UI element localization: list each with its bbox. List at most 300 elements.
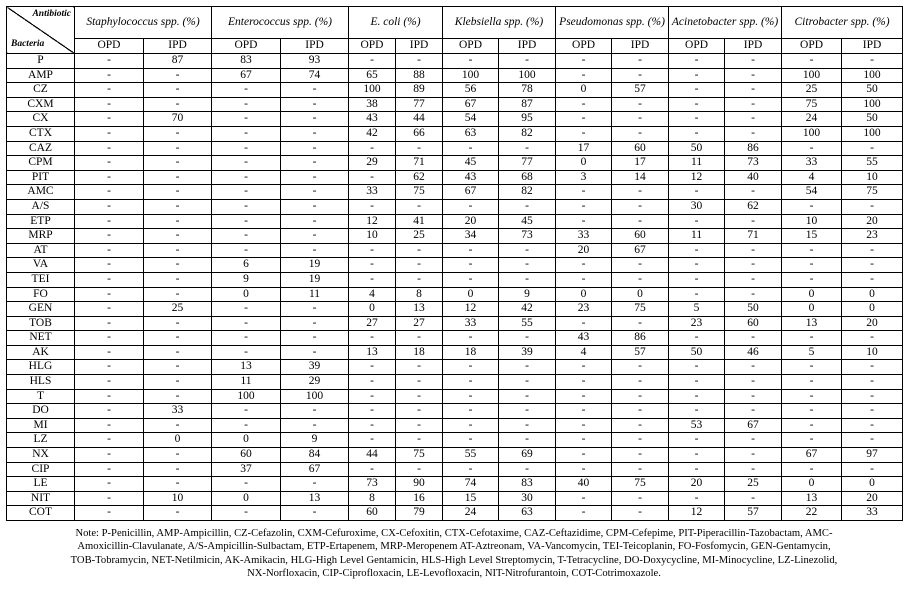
value-cell: - bbox=[612, 185, 669, 200]
value-cell: - bbox=[669, 272, 725, 287]
value-cell: - bbox=[669, 185, 725, 200]
value-cell: - bbox=[212, 126, 281, 141]
table-row bbox=[7, 462, 903, 477]
value-cell: - bbox=[782, 418, 842, 433]
value-cell: 93 bbox=[281, 54, 349, 69]
value-cell: - bbox=[782, 141, 842, 156]
value-cell: - bbox=[75, 199, 144, 214]
value-cell: - bbox=[782, 375, 842, 390]
value-cell: 67 bbox=[612, 243, 669, 258]
antibiotic-cell: LE bbox=[7, 477, 75, 492]
value-cell: - bbox=[75, 345, 144, 360]
table-row bbox=[7, 331, 903, 346]
value-cell: 4 bbox=[556, 345, 612, 360]
value-cell: - bbox=[499, 243, 556, 258]
value-cell: - bbox=[725, 68, 782, 83]
value-cell: - bbox=[144, 229, 212, 244]
value-cell: - bbox=[782, 272, 842, 287]
table-row bbox=[7, 316, 903, 331]
value-cell: - bbox=[612, 112, 669, 127]
value-cell: 42 bbox=[499, 302, 556, 317]
value-cell: - bbox=[144, 258, 212, 273]
ipd-header: IPD bbox=[144, 39, 212, 54]
value-cell: 0 bbox=[144, 433, 212, 448]
value-cell: - bbox=[725, 243, 782, 258]
value-cell: - bbox=[499, 360, 556, 375]
opd-header: OPD bbox=[782, 39, 842, 54]
value-cell: - bbox=[144, 316, 212, 331]
value-cell: 33 bbox=[842, 506, 903, 521]
value-cell: - bbox=[842, 243, 903, 258]
value-cell: - bbox=[669, 433, 725, 448]
value-cell: - bbox=[612, 418, 669, 433]
value-cell: - bbox=[556, 272, 612, 287]
value-cell: 8 bbox=[349, 491, 396, 506]
table-row bbox=[7, 345, 903, 360]
value-cell: 65 bbox=[349, 68, 396, 83]
value-cell: - bbox=[144, 243, 212, 258]
organism-header: E. coli (%) bbox=[349, 7, 443, 39]
value-cell: - bbox=[212, 170, 281, 185]
value-cell: 6 bbox=[212, 258, 281, 273]
value-cell: 25 bbox=[725, 477, 782, 492]
value-cell: 0 bbox=[842, 287, 903, 302]
value-cell: - bbox=[612, 506, 669, 521]
value-cell: 5 bbox=[782, 345, 842, 360]
value-cell: - bbox=[669, 126, 725, 141]
value-cell: 74 bbox=[443, 477, 499, 492]
ipd-header: IPD bbox=[281, 39, 349, 54]
value-cell: - bbox=[725, 126, 782, 141]
antibiotic-cell: HLS bbox=[7, 375, 75, 390]
value-cell: 8 bbox=[396, 287, 443, 302]
value-cell: - bbox=[281, 83, 349, 98]
value-cell: 44 bbox=[349, 448, 396, 463]
value-cell: - bbox=[842, 331, 903, 346]
antibiotic-cell: AK bbox=[7, 345, 75, 360]
value-cell: 95 bbox=[499, 112, 556, 127]
value-cell: - bbox=[499, 258, 556, 273]
value-cell: 10 bbox=[842, 170, 903, 185]
value-cell: 0 bbox=[842, 302, 903, 317]
value-cell: - bbox=[612, 199, 669, 214]
value-cell: 13 bbox=[396, 302, 443, 317]
value-cell: - bbox=[144, 287, 212, 302]
value-cell: - bbox=[75, 112, 144, 127]
value-cell: - bbox=[556, 375, 612, 390]
value-cell: - bbox=[396, 418, 443, 433]
antibiotic-cell: CIP bbox=[7, 462, 75, 477]
value-cell: 50 bbox=[725, 302, 782, 317]
value-cell: - bbox=[75, 316, 144, 331]
value-cell: 11 bbox=[669, 156, 725, 171]
value-cell: - bbox=[556, 112, 612, 127]
value-cell: - bbox=[499, 199, 556, 214]
table-row bbox=[7, 448, 903, 463]
value-cell: - bbox=[725, 258, 782, 273]
value-cell: - bbox=[842, 258, 903, 273]
value-cell: - bbox=[556, 258, 612, 273]
value-cell: 87 bbox=[144, 54, 212, 69]
value-cell: - bbox=[144, 389, 212, 404]
value-cell: 73 bbox=[499, 229, 556, 244]
value-cell: - bbox=[144, 418, 212, 433]
value-cell: - bbox=[443, 54, 499, 69]
table-row bbox=[7, 170, 903, 185]
value-cell: 84 bbox=[281, 448, 349, 463]
value-cell: - bbox=[212, 112, 281, 127]
value-cell: 100 bbox=[212, 389, 281, 404]
value-cell: - bbox=[212, 97, 281, 112]
note-line: NX-Norfloxacin, CIP-Ciprofloxacin, LE-Levofloxacin, NIT-Nitrofurantoin, COT-Cotrimoxazole. bbox=[247, 568, 661, 580]
value-cell: 82 bbox=[499, 185, 556, 200]
value-cell: 30 bbox=[499, 491, 556, 506]
value-cell: - bbox=[612, 404, 669, 419]
value-cell: - bbox=[75, 302, 144, 317]
value-cell: - bbox=[669, 68, 725, 83]
value-cell: - bbox=[725, 287, 782, 302]
value-cell: - bbox=[144, 83, 212, 98]
value-cell: - bbox=[281, 506, 349, 521]
value-cell: - bbox=[669, 491, 725, 506]
value-cell: 0 bbox=[842, 477, 903, 492]
value-cell: 20 bbox=[842, 316, 903, 331]
value-cell: - bbox=[499, 389, 556, 404]
value-cell: - bbox=[281, 404, 349, 419]
value-cell: - bbox=[443, 243, 499, 258]
value-cell: - bbox=[669, 112, 725, 127]
value-cell: 60 bbox=[612, 229, 669, 244]
value-cell: - bbox=[144, 156, 212, 171]
value-cell: - bbox=[144, 462, 212, 477]
value-cell: - bbox=[669, 360, 725, 375]
value-cell: - bbox=[396, 331, 443, 346]
value-cell: 55 bbox=[499, 316, 556, 331]
value-cell: 66 bbox=[396, 126, 443, 141]
value-cell: - bbox=[499, 272, 556, 287]
value-cell: 55 bbox=[842, 156, 903, 171]
value-cell: 60 bbox=[212, 448, 281, 463]
value-cell: 57 bbox=[725, 506, 782, 521]
value-cell: - bbox=[782, 433, 842, 448]
value-cell: - bbox=[556, 462, 612, 477]
table-row bbox=[7, 272, 903, 287]
value-cell: 23 bbox=[556, 302, 612, 317]
value-cell: 12 bbox=[669, 170, 725, 185]
value-cell: - bbox=[144, 214, 212, 229]
antibiotic-cell: CZ bbox=[7, 83, 75, 98]
value-cell: 16 bbox=[396, 491, 443, 506]
value-cell: 0 bbox=[556, 83, 612, 98]
value-cell: - bbox=[75, 360, 144, 375]
value-cell: - bbox=[725, 185, 782, 200]
value-cell: - bbox=[144, 375, 212, 390]
value-cell: - bbox=[556, 316, 612, 331]
value-cell: - bbox=[556, 360, 612, 375]
value-cell: - bbox=[144, 199, 212, 214]
value-cell: 77 bbox=[396, 97, 443, 112]
table-row bbox=[7, 360, 903, 375]
value-cell: - bbox=[556, 68, 612, 83]
value-cell: 100 bbox=[281, 389, 349, 404]
value-cell: - bbox=[396, 389, 443, 404]
antibiotic-cell: AMP bbox=[7, 68, 75, 83]
table-row bbox=[7, 418, 903, 433]
value-cell: 75 bbox=[612, 302, 669, 317]
value-cell: - bbox=[144, 345, 212, 360]
value-cell: - bbox=[281, 477, 349, 492]
sub-header-row bbox=[7, 39, 903, 54]
corner-label-bacteria: Bacteria bbox=[11, 39, 45, 50]
opd-header: OPD bbox=[556, 39, 612, 54]
value-cell: - bbox=[212, 345, 281, 360]
value-cell: - bbox=[212, 185, 281, 200]
value-cell: 14 bbox=[612, 170, 669, 185]
antibiotic-cell: GEN bbox=[7, 302, 75, 317]
antibiotic-cell: CTX bbox=[7, 126, 75, 141]
value-cell: 43 bbox=[443, 170, 499, 185]
value-cell: - bbox=[281, 170, 349, 185]
table-row bbox=[7, 302, 903, 317]
ipd-header: IPD bbox=[499, 39, 556, 54]
value-cell: 54 bbox=[782, 185, 842, 200]
value-cell: 0 bbox=[782, 302, 842, 317]
value-cell: 60 bbox=[725, 316, 782, 331]
table-row bbox=[7, 214, 903, 229]
value-cell: 63 bbox=[499, 506, 556, 521]
value-cell: - bbox=[349, 54, 396, 69]
value-cell: - bbox=[443, 418, 499, 433]
value-cell: - bbox=[396, 243, 443, 258]
value-cell: 42 bbox=[349, 126, 396, 141]
table-row bbox=[7, 141, 903, 156]
value-cell: - bbox=[669, 83, 725, 98]
value-cell: 57 bbox=[612, 345, 669, 360]
value-cell: - bbox=[842, 418, 903, 433]
value-cell: 41 bbox=[396, 214, 443, 229]
value-cell: - bbox=[842, 433, 903, 448]
value-cell: 100 bbox=[842, 68, 903, 83]
value-cell: - bbox=[612, 491, 669, 506]
value-cell: 54 bbox=[443, 112, 499, 127]
value-cell: - bbox=[281, 156, 349, 171]
table-row bbox=[7, 199, 903, 214]
value-cell: - bbox=[396, 199, 443, 214]
value-cell: - bbox=[144, 272, 212, 287]
antibiotic-cell: NX bbox=[7, 448, 75, 463]
value-cell: - bbox=[349, 243, 396, 258]
value-cell: - bbox=[396, 404, 443, 419]
value-cell: 29 bbox=[349, 156, 396, 171]
table-row bbox=[7, 112, 903, 127]
antibiotic-cell: AT bbox=[7, 243, 75, 258]
value-cell: 12 bbox=[349, 214, 396, 229]
opd-header: OPD bbox=[75, 39, 144, 54]
opd-header: OPD bbox=[669, 39, 725, 54]
value-cell: - bbox=[669, 243, 725, 258]
opd-header: OPD bbox=[349, 39, 396, 54]
value-cell: 33 bbox=[556, 229, 612, 244]
value-cell: 67 bbox=[443, 97, 499, 112]
value-cell: - bbox=[349, 272, 396, 287]
value-cell: - bbox=[212, 316, 281, 331]
value-cell: 12 bbox=[669, 506, 725, 521]
value-cell: - bbox=[75, 214, 144, 229]
value-cell: - bbox=[212, 331, 281, 346]
note-line: TOB-Tobramycin, NET-Netilmicin, AK-Amikacin, HLG-High Level Gentamicin, HLS-High Level Streptomycin, T-Tetracycline, DO-Doxycycline, MI-Minocycline, LZ-Linezolid, bbox=[70, 554, 838, 566]
value-cell: - bbox=[669, 404, 725, 419]
value-cell: - bbox=[281, 243, 349, 258]
value-cell: - bbox=[499, 375, 556, 390]
value-cell: 0 bbox=[349, 302, 396, 317]
value-cell: 0 bbox=[612, 287, 669, 302]
value-cell: 17 bbox=[556, 141, 612, 156]
value-cell: 38 bbox=[349, 97, 396, 112]
table-row bbox=[7, 83, 903, 98]
antibiotic-cell: NET bbox=[7, 331, 75, 346]
antibiotic-cell: TOB bbox=[7, 316, 75, 331]
value-cell: - bbox=[75, 229, 144, 244]
value-cell: 9 bbox=[212, 272, 281, 287]
value-cell: 20 bbox=[669, 477, 725, 492]
value-cell: - bbox=[396, 360, 443, 375]
value-cell: - bbox=[144, 185, 212, 200]
value-cell: - bbox=[556, 185, 612, 200]
value-cell: - bbox=[443, 375, 499, 390]
value-cell: - bbox=[75, 418, 144, 433]
value-cell: - bbox=[212, 199, 281, 214]
table-note bbox=[6, 527, 902, 581]
value-cell: - bbox=[212, 156, 281, 171]
value-cell: - bbox=[842, 375, 903, 390]
value-cell: 24 bbox=[782, 112, 842, 127]
value-cell: - bbox=[725, 404, 782, 419]
value-cell: - bbox=[349, 404, 396, 419]
value-cell: 45 bbox=[443, 156, 499, 171]
value-cell: - bbox=[75, 477, 144, 492]
value-cell: 50 bbox=[669, 141, 725, 156]
value-cell: - bbox=[669, 462, 725, 477]
value-cell: - bbox=[281, 185, 349, 200]
table-row bbox=[7, 126, 903, 141]
value-cell: - bbox=[782, 258, 842, 273]
value-cell: - bbox=[612, 126, 669, 141]
value-cell: 45 bbox=[499, 214, 556, 229]
value-cell: - bbox=[281, 345, 349, 360]
value-cell: 5 bbox=[669, 302, 725, 317]
value-cell: - bbox=[842, 54, 903, 69]
value-cell: - bbox=[725, 448, 782, 463]
antibiotic-cell: CX bbox=[7, 112, 75, 127]
antibiotic-cell: MI bbox=[7, 418, 75, 433]
value-cell: - bbox=[75, 243, 144, 258]
table-row bbox=[7, 375, 903, 390]
value-cell: - bbox=[725, 97, 782, 112]
value-cell: - bbox=[782, 462, 842, 477]
value-cell: - bbox=[212, 477, 281, 492]
value-cell: - bbox=[75, 97, 144, 112]
value-cell: 46 bbox=[725, 345, 782, 360]
ipd-header: IPD bbox=[396, 39, 443, 54]
value-cell: - bbox=[75, 506, 144, 521]
value-cell: 20 bbox=[556, 243, 612, 258]
opd-header: OPD bbox=[443, 39, 499, 54]
table-row bbox=[7, 156, 903, 171]
value-cell: - bbox=[443, 258, 499, 273]
value-cell: 11 bbox=[212, 375, 281, 390]
value-cell: - bbox=[212, 418, 281, 433]
value-cell: 25 bbox=[782, 83, 842, 98]
antibiotic-cell: CXM bbox=[7, 97, 75, 112]
value-cell: 9 bbox=[499, 287, 556, 302]
value-cell: 69 bbox=[499, 448, 556, 463]
value-cell: - bbox=[212, 229, 281, 244]
value-cell: 86 bbox=[725, 141, 782, 156]
value-cell: - bbox=[75, 170, 144, 185]
value-cell: 18 bbox=[443, 345, 499, 360]
table-row bbox=[7, 229, 903, 244]
value-cell: 67 bbox=[782, 448, 842, 463]
value-cell: 29 bbox=[281, 375, 349, 390]
value-cell: - bbox=[349, 418, 396, 433]
value-cell: - bbox=[349, 462, 396, 477]
value-cell: 0 bbox=[556, 156, 612, 171]
value-cell: 100 bbox=[349, 83, 396, 98]
value-cell: - bbox=[396, 272, 443, 287]
value-cell: 15 bbox=[443, 491, 499, 506]
value-cell: - bbox=[281, 199, 349, 214]
value-cell: 30 bbox=[669, 199, 725, 214]
value-cell: 67 bbox=[281, 462, 349, 477]
value-cell: - bbox=[669, 448, 725, 463]
value-cell: - bbox=[499, 141, 556, 156]
antibiotic-cell: VA bbox=[7, 258, 75, 273]
value-cell: - bbox=[349, 360, 396, 375]
value-cell: 33 bbox=[443, 316, 499, 331]
value-cell: 11 bbox=[669, 229, 725, 244]
antibiotic-cell: A/S bbox=[7, 199, 75, 214]
antibiotic-cell: CAZ bbox=[7, 141, 75, 156]
value-cell: - bbox=[75, 389, 144, 404]
value-cell: - bbox=[144, 170, 212, 185]
value-cell: - bbox=[499, 433, 556, 448]
value-cell: 4 bbox=[349, 287, 396, 302]
value-cell: - bbox=[349, 141, 396, 156]
value-cell: - bbox=[556, 404, 612, 419]
value-cell: 73 bbox=[725, 156, 782, 171]
value-cell: - bbox=[725, 272, 782, 287]
table-body bbox=[7, 54, 903, 521]
value-cell: - bbox=[443, 404, 499, 419]
value-cell: 40 bbox=[556, 477, 612, 492]
value-cell: 75 bbox=[842, 185, 903, 200]
value-cell: 13 bbox=[212, 360, 281, 375]
value-cell: 39 bbox=[499, 345, 556, 360]
value-cell: 75 bbox=[612, 477, 669, 492]
value-cell: 44 bbox=[396, 112, 443, 127]
value-cell: 75 bbox=[782, 97, 842, 112]
value-cell: 0 bbox=[556, 287, 612, 302]
value-cell: - bbox=[144, 448, 212, 463]
value-cell: - bbox=[556, 54, 612, 69]
value-cell: 3 bbox=[556, 170, 612, 185]
value-cell: 23 bbox=[669, 316, 725, 331]
value-cell: - bbox=[349, 331, 396, 346]
antibiotic-cell: COT bbox=[7, 506, 75, 521]
value-cell: - bbox=[443, 331, 499, 346]
value-cell: - bbox=[669, 97, 725, 112]
table-row bbox=[7, 243, 903, 258]
